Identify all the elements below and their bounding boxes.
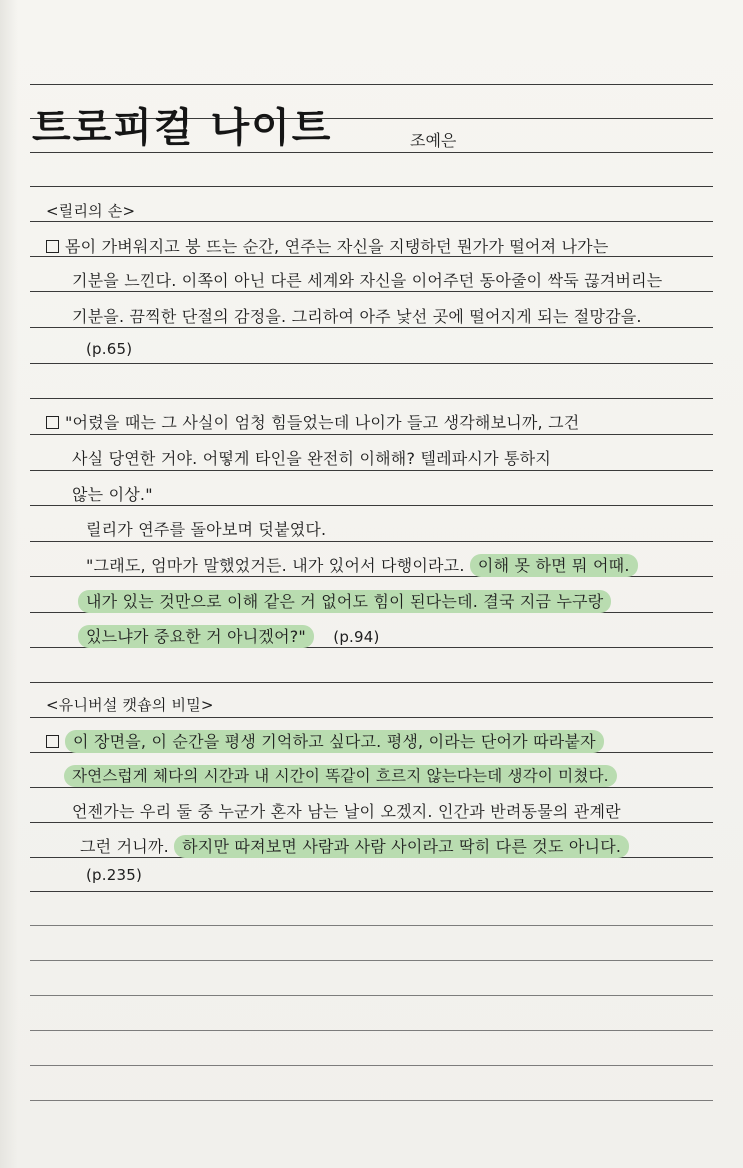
ruled-line — [30, 925, 713, 926]
ruled-line — [30, 787, 713, 788]
page-reference: (p.65) — [86, 340, 133, 358]
quote-line — [78, 589, 611, 612]
highlighted-text: 이 장면을, 이 순간을 평생 기억하고 싶다고. 평생, 이라는 단어가 따라붙자 — [65, 730, 604, 753]
quote-line: 사실 당연한 거야. 어떻게 타인을 완전히 이해해? 텔레파시가 통하지 — [72, 449, 551, 468]
ruled-line — [30, 1100, 713, 1101]
quote-line: 릴리가 연주를 돌아보며 덧붙였다. — [86, 520, 327, 539]
ruled-line — [30, 398, 713, 399]
highlighted-text: 하지만 따져보면 사람과 사람 사이라고 딱히 다른 것도 아니다. — [174, 835, 629, 858]
highlighted-text: 자연스럽게 체다의 시간과 내 시간이 똑같이 흐르지 않는다는데 생각이 미쳤다. — [64, 765, 617, 787]
ruled-line — [30, 960, 713, 961]
ruled-line — [30, 84, 713, 85]
ruled-line — [30, 541, 713, 542]
ruled-line — [30, 186, 713, 187]
quote-line: "어렸을 때는 그 사실이 엄청 힘들었는데 나이가 들고 생각해보니까, 그건 — [46, 410, 579, 433]
quote-line — [64, 764, 617, 786]
quote-line: 몸이 가벼워지고 붕 뜨는 순간, 연주는 자신을 지탱하던 뭔가가 떨어져 나가는 — [46, 234, 608, 257]
highlighted-text: 있느냐가 중요한 거 아니겠어?" — [78, 625, 314, 648]
quote-line: 기분을. 끔찍한 단절의 감정을. 그리하여 아주 낯선 곳에 떨어지게 되는 절망감을. — [72, 307, 642, 326]
page-title: 트로피컬 나이트 — [32, 105, 333, 151]
section-heading: <릴리의 손> — [46, 202, 136, 220]
ruled-line — [30, 891, 713, 892]
ruled-line — [30, 1065, 713, 1066]
page-reference: (p.235) — [86, 866, 143, 884]
ruled-line — [30, 995, 713, 996]
quote-line: 언젠가는 우리 둘 중 누군가 혼자 남는 날이 오겠지. 인간과 반려동물의 관계란 — [72, 802, 621, 821]
ruled-line — [30, 291, 713, 292]
page-edge-shadow — [0, 0, 18, 1168]
section-heading: <유니버설 캣숍의 비밀> — [46, 696, 214, 714]
ruled-line — [30, 363, 713, 364]
ruled-line — [30, 221, 713, 222]
quote-line — [46, 729, 604, 752]
quote-line: 그런 거니까. 하지만 따져보면 사람과 사람 사이라고 딱히 다른 것도 아니다. — [80, 834, 629, 857]
highlighted-text: 이해 못 하면 뭐 어때. — [470, 554, 638, 577]
author-name: 조예은 — [410, 131, 457, 150]
page-reference: (p.94) — [333, 628, 380, 646]
quote-line: "그래도, 엄마가 말했었거든. 내가 있어서 다행이라고. 이해 못 하면 뭐 어때. — [86, 553, 638, 576]
highlighted-text: 내가 있는 것만으로 이해 같은 거 없어도 힘이 된다는데. 결국 지금 누구랑 — [78, 590, 611, 613]
ruled-line — [30, 682, 713, 683]
ruled-line — [30, 822, 713, 823]
quote-line: 않는 이상." — [72, 485, 153, 504]
ruled-line — [30, 505, 713, 506]
ruled-line — [30, 327, 713, 328]
checkbox-icon — [46, 416, 59, 429]
checkbox-icon — [46, 240, 59, 253]
ruled-line — [30, 434, 713, 435]
quote-line — [78, 624, 380, 647]
ruled-line — [30, 470, 713, 471]
quote-line: 기분을 느낀다. 이쪽이 아닌 다른 세계와 자신을 이어주던 동아줄이 싹둑 끊겨버리는 — [72, 271, 663, 290]
checkbox-icon — [46, 735, 59, 748]
ruled-line — [30, 1030, 713, 1031]
ruled-line — [30, 717, 713, 718]
